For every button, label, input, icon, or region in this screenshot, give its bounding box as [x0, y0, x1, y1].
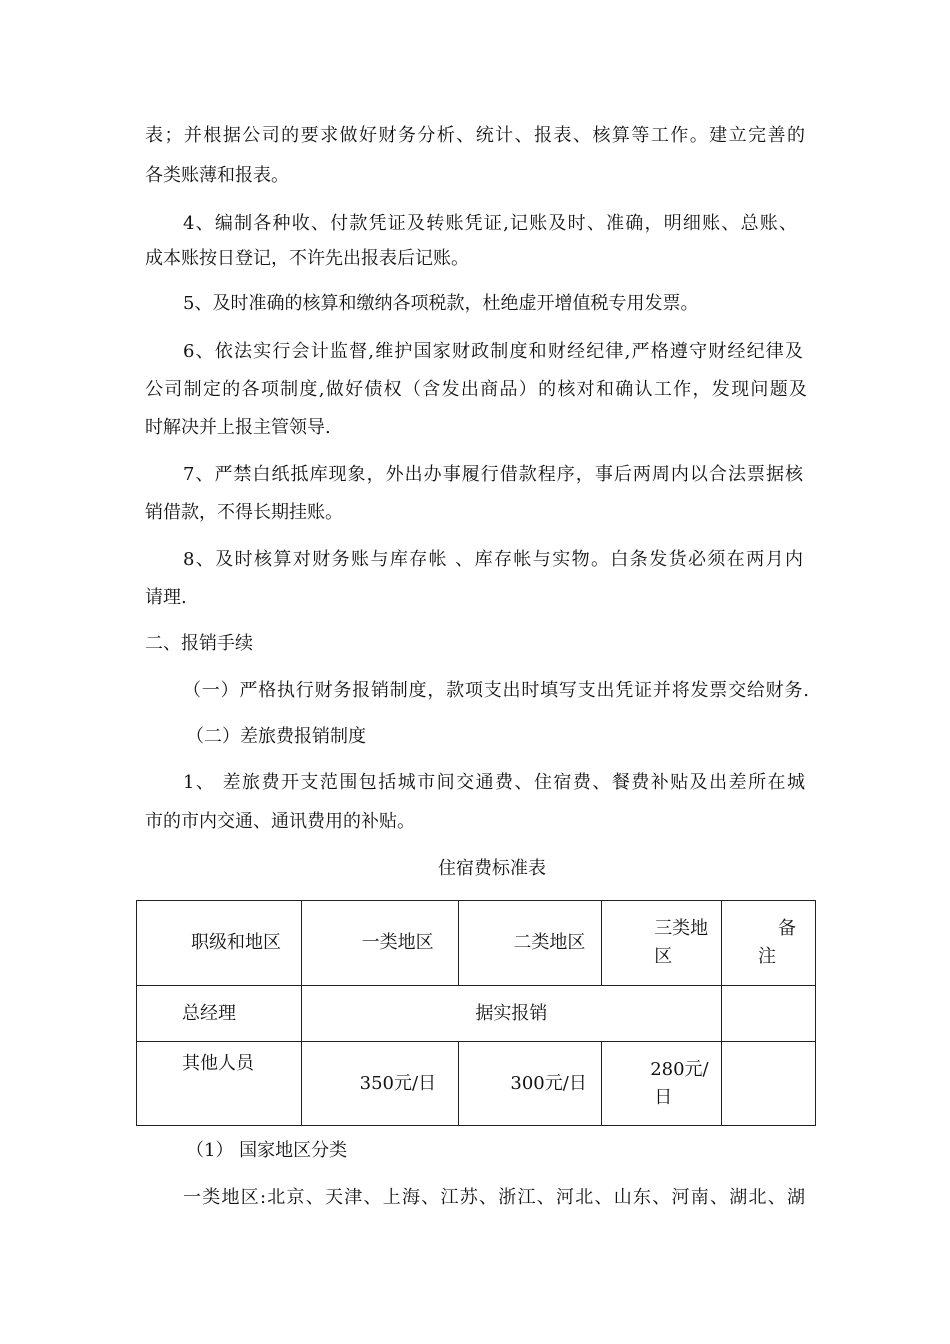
table-cell [722, 1042, 816, 1126]
table-header-cell [301, 901, 459, 986]
header-note-line2: 注 [758, 946, 777, 967]
table-cell [137, 986, 302, 1042]
paragraph-line: 1、 差旅费开支范围包括城市间交通费、住宿费、餐费补贴及出差所在城 [183, 772, 805, 793]
table-header-cell [459, 901, 602, 986]
table-row [137, 986, 816, 1042]
paragraph-line: 各类账薄和报表。 [145, 165, 289, 186]
paragraph-line: 6、依法实行会计监督,维护国家财政制度和财经纪律,严格遵守财经纪律及 [183, 341, 803, 362]
table-header-cell [722, 901, 816, 986]
rate-region-1: 350元/日 [359, 1072, 437, 1094]
paragraph-line: 7、严禁白纸抵库现象，外出办事履行借款程序，事后两周内以合法票据核 [183, 464, 803, 485]
header-note-line1: 备 [778, 918, 797, 939]
lodging-standard-table [136, 900, 816, 1126]
table-cell [722, 986, 816, 1042]
paragraph-line: （1） 国家地区分类 [186, 1140, 348, 1161]
subsection-heading: （二）差旅费报销制度 [186, 726, 366, 747]
paragraph-line: 8、及时核算对财务账与库存帐 、库存帐与实物。白条发货必须在两月内 [183, 549, 803, 570]
reimburse-actual: 据实报销 [475, 1002, 548, 1024]
table-cell [137, 1042, 302, 1126]
table-cell [459, 1042, 602, 1126]
table-header-cell [602, 901, 722, 986]
table-header-row [137, 901, 816, 986]
table-header-cell [137, 901, 302, 986]
table-row [137, 1042, 816, 1126]
header-rank-region: 职级和地区 [191, 932, 281, 953]
table-title: 住宿费标准表 [438, 858, 546, 879]
row-label-other-staff: 其他人员 [182, 1053, 254, 1074]
paragraph-line: 一类地区:北京、天津、上海、江苏、浙江、河北、山东、河南、湖北、湖 [183, 1187, 805, 1208]
table-cell-merged [301, 986, 721, 1042]
paragraph-line: 销借款，不得长期挂账。 [145, 502, 343, 523]
table-cell [301, 1042, 459, 1126]
paragraph-line: 表；并根据公司的要求做好财务分析、统计、报表、核算等工作。建立完善的 [145, 125, 805, 146]
paragraph-line: 时解决并上报主管领导. [145, 417, 331, 438]
paragraph-line: 5、及时准确的核算和缴纳各项税款，杜绝虚开增值税专用发票。 [183, 293, 699, 314]
paragraph-line: 4、编制各种收、付款凭证及转账凭证,记账及时、准确，明细账、总账、 [183, 213, 797, 234]
header-region-2: 二类地区 [513, 932, 586, 953]
paragraph-line: 成本账按日登记，不许先出报表后记账。 [145, 248, 469, 269]
row-label-general-manager: 总经理 [182, 1002, 236, 1024]
header-region-1: 一类地区 [361, 932, 434, 953]
table-cell [602, 1042, 722, 1126]
paragraph-line: 公司制定的各项制度,做好债权（含发出商品）的核对和确认工作，发现问题及 [145, 379, 807, 400]
header-region-3-line2: 区 [654, 946, 673, 967]
section-heading: 二、报销手续 [145, 633, 253, 654]
header-region-3-line1: 三类地 [654, 918, 709, 939]
rate-region-2: 300元/日 [510, 1072, 587, 1094]
paragraph-line: 市的市内交通、通讯费用的补贴。 [145, 811, 415, 832]
paragraph-line: （一）严格执行财务报销制度，款项支出时填写支出凭证并将发票交给财务. [183, 680, 809, 701]
rate-region-3-line1: 280元/ [650, 1058, 709, 1080]
paragraph-line: 请理. [145, 587, 187, 608]
rate-region-3-line2: 日 [654, 1086, 673, 1108]
